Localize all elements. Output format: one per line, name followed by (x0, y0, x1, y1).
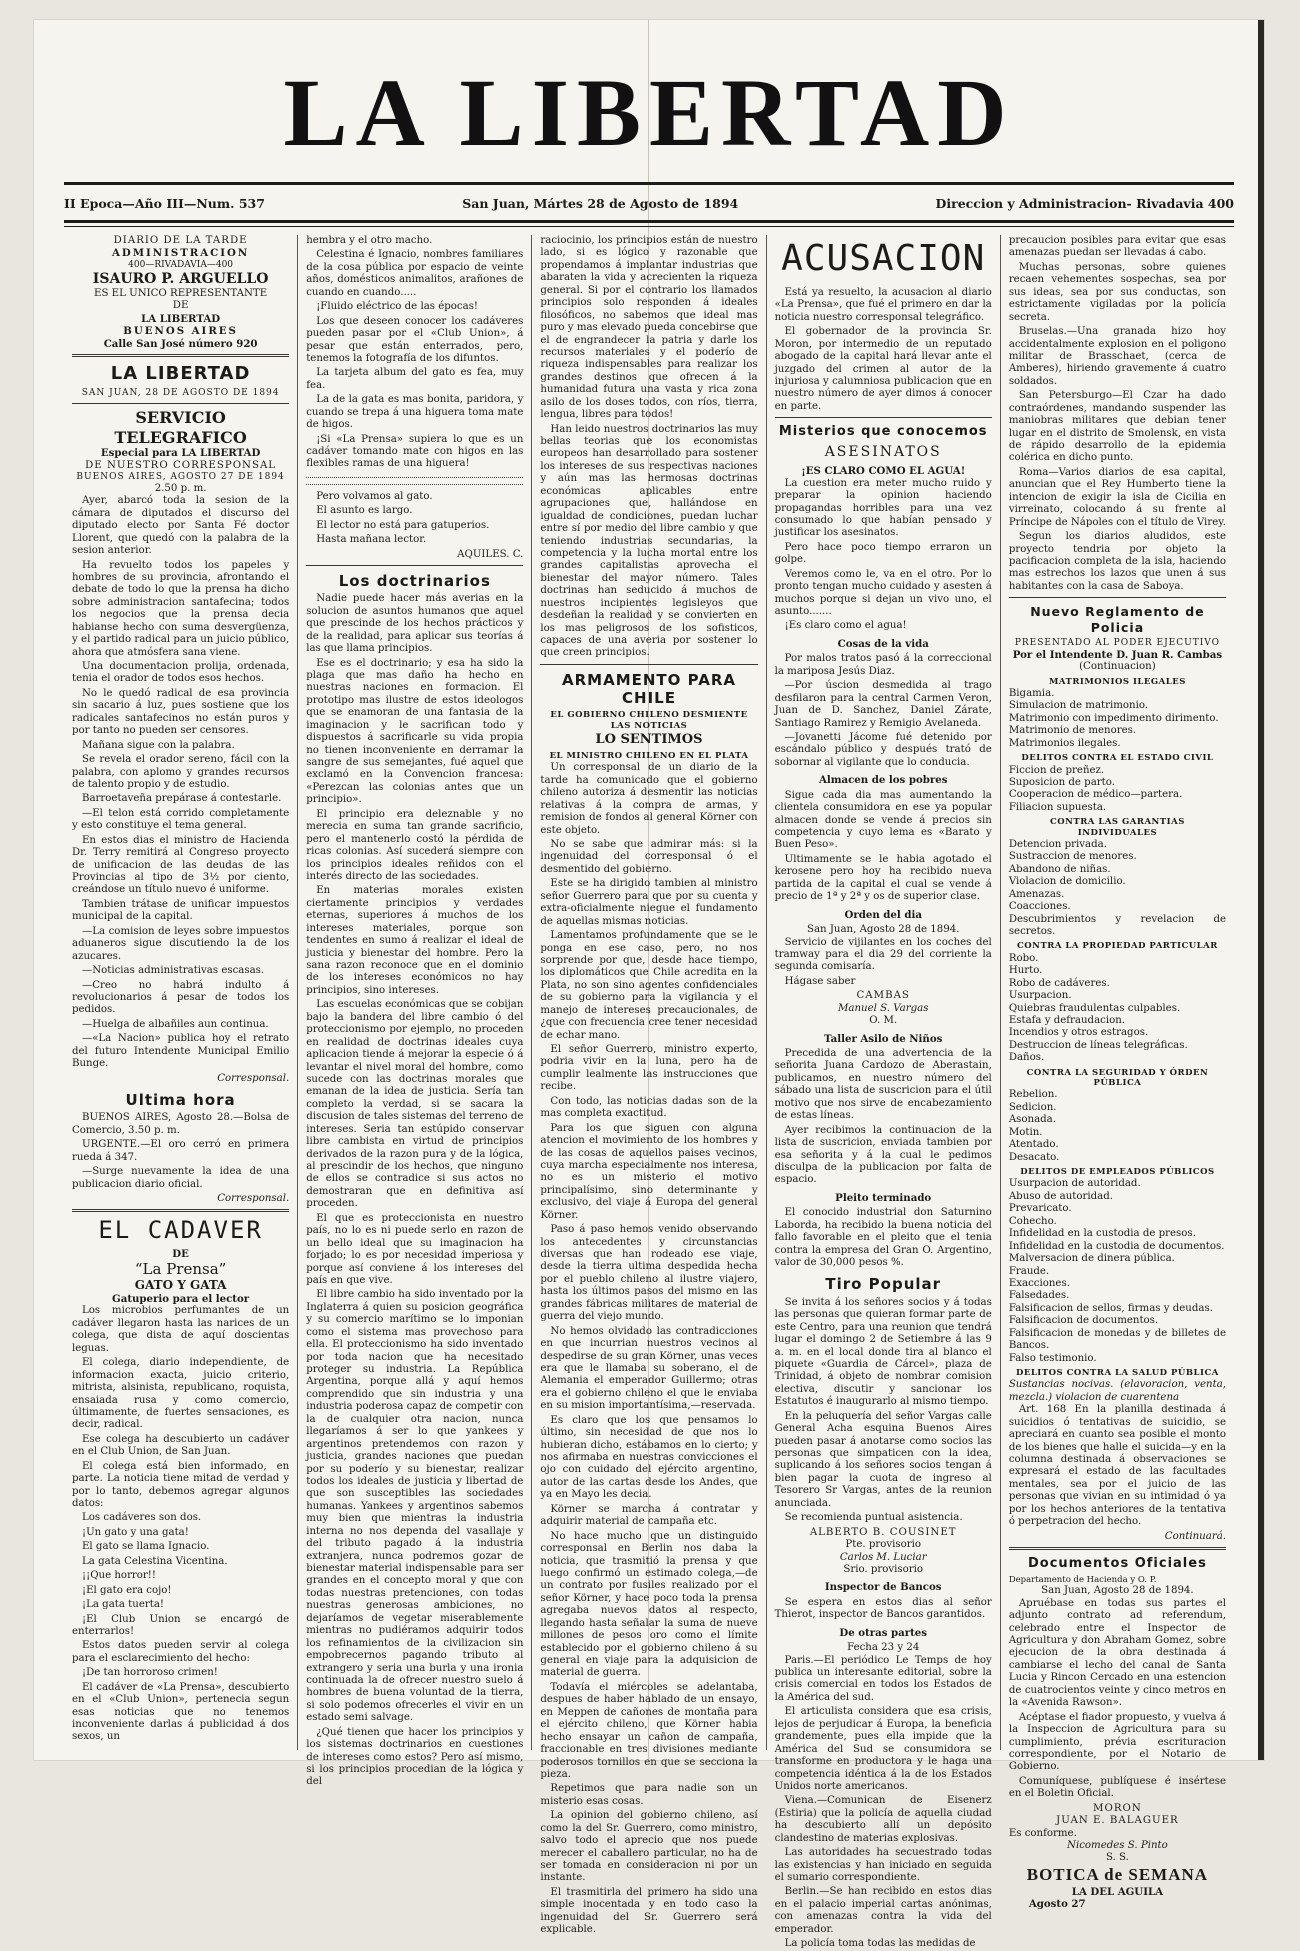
pleito-heading: Pleito terminado (835, 1191, 932, 1204)
list-item: Rebelion. (1008, 1089, 1058, 1101)
continuacion-line: (Continuacion) (1079, 661, 1156, 673)
paragraph: —Huelga de albañiles aun continua. (82, 1018, 269, 1030)
list-item: Motin. (1008, 1126, 1043, 1138)
list-item: Descubrimientos y revelacion de secretos. (1008, 913, 1227, 938)
header-rule-bottom (64, 220, 1234, 223)
rep-line-4: BUENOS AIRES (123, 325, 238, 338)
column-1 (64, 235, 298, 1750)
paragraph: URGENTE.—El oro cerró en primera rueda á 347. (72, 1139, 290, 1163)
armamento-sub: EL GOBIERNO CHILENO DESMIENTE LAS NOTICIAS (550, 710, 748, 731)
paragraph: Ese colega ha descubierto un cadáver en el Club Union, de San Juan. (72, 1433, 290, 1458)
paragraph: Art. 168 En la planilla destinada á suicidios ó tentativas de suicidio, se apreciará en cuanto sea posible el monto de los bienes que halle el suicida—y en la columna destinada á observaciones se expresará el estado de las facultades mentales, sea por el juicio de las personas que vivian en su intimidad ó ya por los hechos anteriores de la tentativa ó perpetracion del hecho. (1008, 1404, 1227, 1528)
paragraph: El señor Guerrero, ministro experto, podria vivir en la luna, pero ha de cumplir lealmente las instrucciones que recibe. (540, 1044, 758, 1093)
paragraph: No hemos olvidado las contradicciones en que incurrian nuestros vecinos al despedirse de su gran Körner, unas veces era que le llamaba su soberano, el de Alemania el emperador Guillermo; otras era el gobierno chileno el que le enviaba en su mision importantísima,—reservada. (540, 1325, 758, 1412)
paragraph: Se revela el orador sereno, fácil con la palabra, con aplomo y grandes recursos de talento propio y de estudio. (72, 754, 290, 790)
paragraph: Ultimamente se le habia agotado el kerosene pero hoy ha recibido nueva partida de la capital el cual se vende á precio de 1ª y 2ª y os de superior clase. (774, 853, 992, 903)
paragraph: Nadie puede hacer más averias en la solucion de asuntos humanos que aquel que prescinde de los hechos prácticos y de la realidad, para aplicar sus teorías á las que llama principios. (306, 593, 524, 655)
paragraph: La gata Celestina Vicentina. (82, 1555, 228, 1567)
paragraph: El colega está bien informado, en parte. La noticia tiene mitad de verdad y por lo tanto, debemos agregar algunos datos: (72, 1460, 290, 1510)
category-heading: CONTRA LA SEGURIDAD Y ÓRDEN PÚBLICA (1026, 1067, 1209, 1089)
list-item: Sustraccion de menores. (1008, 851, 1137, 863)
paragraph: ¡La gata tuerta! (82, 1599, 164, 1611)
paragraph: Körner se marcha á contratar y adquirir material de campaña etc. (540, 1503, 758, 1528)
list-item: Amenazas. (1008, 888, 1065, 900)
masthead (34, 59, 1264, 166)
header-rule-thin (64, 226, 1234, 227)
brand-heading: LA LIBERTAD (110, 363, 251, 385)
paragraph: Pero hace poco tiempo erraron un golpe. (774, 541, 992, 566)
acusacion-heading: ACUSACION (781, 238, 986, 279)
list-item: Abandono de niñas. (1008, 863, 1111, 875)
list-item: Falso testimonio. (1008, 1352, 1097, 1364)
category-heading: DELITOS CONTRA EL ESTADO CIVIL (1021, 753, 1214, 764)
list-item: Incendios y otros estragos. (1008, 1027, 1149, 1039)
list-item: Malversacion de dinera pública. (1008, 1253, 1175, 1265)
asesinatos-heading: ASESINATOS (824, 444, 942, 461)
paragraph: El lector no está para gatuperios. (316, 519, 490, 531)
category-heading: DELITOS DE EMPLEADOS PÚBLICOS (1020, 1167, 1215, 1178)
list-item: Usurpacion de autoridad. (1008, 1178, 1141, 1190)
column-3 (532, 235, 766, 1936)
paragraph: —«La Nacion» publica hoy el retrato del futuro Intendente Municipal Emilio Bunge. (72, 1033, 290, 1070)
list-item: Matrimonio de menores. (1008, 725, 1137, 737)
documentos-heading: Documentos Oficiales (1028, 1556, 1207, 1572)
doctrinarios-heading: Los doctrinarios (338, 572, 491, 591)
divider (540, 664, 757, 665)
paragraph: El conocido industrial don Saturnino Laborda, ha recibido la buena noticia del fallo favorable en el pleito que el tenia contra la empresa del Gran O. Argentino, valor de 30,000 pesos %. (774, 1207, 992, 1269)
list-item: Hurto. (1008, 965, 1043, 977)
list-item: Destruccion de líneas telegráficas. (1008, 1039, 1188, 1051)
paragraph: ¡El gato era cojo! (82, 1584, 172, 1596)
paragraph: Se recomienda puntual asistencia. (784, 1512, 963, 1524)
admin-label: ADMINISTRACION (111, 247, 250, 260)
paragraph: Paris.—El periódico Le Temps de hoy publica un interesante editorial, sobre la crisis comercial en todos los Estados de la América del sud. (774, 1654, 992, 1703)
list-item: Filiacion supuesta. (1008, 801, 1107, 813)
dotted-separator (306, 484, 523, 485)
paragraph: Muchas personas, sobre quienes recaen vehementes sospechas, sea por sus ideas, sea por sus conductas, son estrictamente vigiladas por la policía secreta. (1008, 261, 1227, 323)
paragraph: No hace mucho que un distinguido corresponsal en Berlin nos daba la noticia, que trasmitió la prensa y que luego confirmó un estimado colega,—de un contrato por fusiles realizado por el señor Körner, y hace poco toda la prensa agregaba nuevos datos al respecto, llegando hasta señalar la suma de nueve millones de pesos oro como el límite establecido por el gobierno chileno á su general en viaje para la adquisicion de material de guerra. (540, 1530, 758, 1679)
list-item: Atentado. (1008, 1139, 1059, 1151)
paragraph: Hasta mañana lector. (316, 534, 427, 546)
paragraph: San Petersburgo—El Czar ha dado contraórdenes, mandando suspender las maniobras militares que debian tener lugar en el distrito de Smolensk, en vista de rápido desarrollo de la epidemia colérica en dicho punto. (1008, 390, 1227, 464)
paragraph: Un corresponsal de un diario de la tarde ha comunicado que el gobierno chileno autoriza á desmentir las noticias relativas á la compra de armas, y remision de fondos al general Körner con este objeto. (540, 762, 758, 836)
list-item: Falsificacion de sellos, firmas y deudas. (1008, 1302, 1213, 1314)
divider (1009, 597, 1226, 598)
paragraph: En la peluquería del señor Vargas calle General Acha esquina Buenos Aires pueden pasar á anotarse como socios las personas que simpaticen con la idea, suplicando á los señores socios tengan á bien pagar la cuota de ingreso al Tesorero Sr Vargas, antes de la reunion anunciada. (774, 1410, 992, 1509)
signer: ALBERTO B. COUSINET (809, 1526, 957, 1538)
paragraph: La de la gata es mas bonita, paridora, y cuando se trepa á una higuera toma mate de higos. (306, 394, 524, 431)
paragraph: ¡Un gato y una gata! (82, 1526, 189, 1538)
list-item: Cohecho. (1008, 1215, 1057, 1227)
paragraph: Ayer, abarcó toda la sesion de la cámara de diputados el discurso del diputado electo por Santa Fé doctor Llorent, que quedó con la palabra de la sesion anterior. (72, 495, 290, 557)
paragraph: Han leido nuestros doctrinarios las muy bellas teorias que los economistas europeos han desarrollado para sostener los intereses de sus respectivas naciones y aún mas las hermosas doctrinas económicas aplicables entre agrupaciones que, hallándose en igualdad de condiciones, puedan luchar entre sí por medio del libre cambio y que teniendo industrias secundarias, la competencia y la lucha mortal entre los grandes capitalistas aprovecha el bienestar del mayor número. Tales doctrinas han seducido á muchos de nuestros incipientes legisleyos que desdeñan la realidad y se convierten en los mas peligrosos de los sofisticos, capaces de una averia por sostener lo que creen principios. (540, 423, 758, 659)
divider (72, 1209, 289, 1212)
category-heading: CONTRA LAS GARANTIAS INDIVIDUALES (1049, 817, 1185, 838)
list-item: Sedicion. (1008, 1101, 1057, 1113)
list-item: Ficcion de preñez. (1008, 764, 1105, 776)
paragraph: —La comision de leyes sobre impuestos aduaneros sigue discutiendo la de los azucares. (72, 925, 290, 962)
paragraph: ¡El Club Union se encargó de enterrarlos! (72, 1613, 290, 1637)
list-item: Infidelidad en la custodia de presos. (1008, 1228, 1196, 1240)
paragraph: —Creo no habrá indulto á revolucionarios á pesar de todos los pedidos. (72, 979, 290, 1016)
paragraph: Estos datos pueden servir al colega para el esclarecimiento del hecho: (72, 1640, 290, 1664)
signer: Pte. provisorio (845, 1539, 922, 1551)
page-edge (1258, 20, 1264, 1760)
signer: Manuel S. Vargas (837, 1002, 929, 1014)
list-item: Violacion de domicilio. (1008, 876, 1126, 888)
section-date: SAN JUAN, 28 DE AGOSTO DE 1894 (81, 388, 280, 399)
paragraph: ¡Si «La Prensa» supiera lo que es un cadáver tomando mate con higos en las flexibles ramas de una higuera! (306, 433, 524, 470)
paragraph: Se invita á los señores socios y á todas las personas que quieran formar parte de este Centro, para una reunion que tendrá lugar el domingo 2 de Setiembre á las 9 a. m. en el local donde tira al blanco el piquete «Guardia de Cárcel», plaza de Trinidad, á objeto de nombrar comision electiva, discutir y sancionar los Estatutos é inaugurarlo al mismo tiempo. (774, 1296, 992, 1408)
reglamento-heading: Nuevo Reglamento de Policia (1030, 604, 1205, 635)
list-item: Exacciones. (1008, 1277, 1070, 1289)
orden-date: San Juan, Agosto 28 de 1894. (806, 924, 960, 936)
intendente-line: Por el Intendente D. Juan R. Cambas (1012, 648, 1223, 661)
signer: Carlos M. Luciar (839, 1551, 927, 1563)
newspaper-title: LA LIBERTAD (283, 59, 1015, 166)
paragraph: Mañana sigue con la palabra. (82, 739, 235, 751)
list-item: Sustancias nocivas. (elavoracion, venta, mezcla.) violacion de cuarentena (1008, 1379, 1227, 1403)
diario-label: DIARIO DE LA TARDE (113, 235, 248, 246)
telegraph-place: BUENOS AIRES, AGOSTO 27 DE 1894 (76, 471, 285, 482)
paragraph: Ese es el doctrinario; y esa ha sido la plaga que mas daño ha hecho en nuestras naciones en formacion. El prototipo mas ilustre de estos ideologos que se enamoran de una fantasia de la imaginacion y le sacrifican todo y dispuestos á sacrificarle su vida propia no tienen inconveniente en derramar la sangre de sus semejantes, fué aquel que exclamó en la Convencion francesa: «Perezcan las colonias antes que un principio». (306, 657, 524, 806)
paragraph: Los que deseen conocer los cadáveres pueden pasar por el «Club Union», á pesar que están enterrados, pero, tenemos la fotografía de los difuntos. (306, 315, 524, 364)
paragraph: El cadáver de «La Prensa», descubierto en el «Club Union», pertenecia segun esas noticias que no tenemos inconveniente darlas á publicidad á dos sexos, un (72, 1681, 290, 1743)
paragraph: El que es proteccionista en nuestro país, no lo es ni puede serlo en razon de un bello ideal que su imaginacion ha forjado; lo es por necesidad imperiosa y porque así conviene á los intereses del país en que vive. (306, 1212, 524, 1286)
list-item: Quiebras fraudulentas culpables. (1008, 1002, 1181, 1014)
divider (775, 417, 992, 418)
rep-line-3: LA LIBERTAD (141, 312, 221, 325)
tiro-heading: Tiro Popular (825, 1275, 942, 1294)
sentimos-sub: EL MINISTRO CHILENO EN EL PLATA (549, 751, 749, 762)
paragraph: Veremos como le, va en el otro. Por lo pronto tengan mucho cuidado y asesten á muchos porque si dejan un vivo uno, el asunto....... (774, 568, 992, 618)
aguila-date: Agosto 27 (1028, 1898, 1086, 1911)
paragraph: Las autoridades ha secuestrado todas las existencias y han iniciado en seguida el sumario correspondiente. (774, 1847, 992, 1884)
columns (64, 235, 1234, 1950)
list-item: Matrimonio con impedimento dirimento. (1008, 712, 1219, 724)
paragraph: Lamentamos profundamente que se le ponga en ese caso, pero, no nos sorprende por que, desde hace tiempo, los diplomáticos que Chile acredita en la Plata, no son sino agentes confidenciales de su gobierno para la vigilancia y el manejo de intereses precaucionales, de ¿que con frecuencia cree tener necesidad de echar mano. (540, 930, 758, 1041)
paragraph: Apruébase en todas sus partes el adjunto contrato ad referendum, celebrado entre el Inspector de Agricultura y don Abraham Gomez, sobre ejecucion de la obra destinada á cambiarse el lecho del canal de Santa Lucia y Rincon Cercado en una estencion de cuatrocientos veinte y cinco metros en la «Avenida Rawson». (1008, 1597, 1227, 1709)
paragraph: Las escuelas económicas que se cobijan bajo la bandera del libre cambio ó del proteccionismo por ejemplo, no proceden en realidad de doctrinas ideales cuya aplicacion tiende á mejorar la especie ó á levantar el nivel moral del hombre, como sucede con las doctrinas morales que emanan de la idea de justicia. Sería tan completo la verdad, si se sacara la discusion de tales sistemas del terreno de intereses. Seria tan estúpido conservar libre cambista en virtud de principios derivados de la razon pura y de la lógica, al prescindir de los hechos, que ninguno de ellos se contradice si sus actos no demostraran que en definitiva así proceden. (306, 999, 524, 1210)
paragraph: El trasmitirla del primero ha sido una simple inocentada y en todo caso la ingenuidad del Sr. Guerrero será explicable. (540, 1886, 758, 1936)
paragraph: hembra y el otro macho. (306, 235, 433, 246)
divider (72, 403, 289, 404)
otras-heading: De otras partes (839, 1626, 928, 1639)
paragraph: El colega, diario independiente, de informacion exacta, juicio criterio, mitrista, alsinista, republicano, roquista, ensaiada rusa y como comercio, últimamente, de fuertes sensaciones, es decir, radical. (72, 1357, 290, 1431)
cadaver-de: DE (172, 1247, 189, 1260)
paragraph: El gato se llama Ignacio. (82, 1541, 210, 1553)
paragraph: El principio era deleznable y no merecia en suma tan grande sacrificio, pero el mantenerlo costó la pérdida de ricas colonias. Así sucederá siempre con los principios ideales reñidos con el interés directo de las sociedades. (306, 808, 524, 882)
paragraph: El gobernador de la provincia Sr. Moron, por intermedio de un reputado abogado de la capital hará llevar ante el juzgado del crimen al autor de la injuriosa y calumniosa publicacion que en nuestro número de ayer dimos á conocer en parte. (774, 326, 992, 412)
inspector-heading: Inspector de Bancos (824, 1581, 942, 1594)
paragraph: El asunto es largo. (316, 505, 413, 517)
list-item: Matrimonios ilegales. (1008, 737, 1121, 749)
paragraph: —Surge nuevamente la idea de una publicacion diario oficial. (72, 1166, 290, 1190)
signature: AQUILES. C. (457, 548, 524, 560)
divider (72, 354, 289, 357)
armamento-heading: ARMAMENTO PARA CHILE (562, 670, 737, 708)
signer: JUAN E. BALAGUER (1056, 1815, 1179, 1827)
list-item: Falsificacion de monedas y de billetes de Bancos. (1008, 1327, 1227, 1352)
presentado-line: PRESENTADO AL PODER EJECUTIVO (1014, 637, 1220, 648)
list-item: Suposicion de parto. (1008, 776, 1115, 788)
paragraph: Los microbios perfumantes de un cadáver llegaron hasta las narices de un colega, que dista de aquí doscientas leguas. (72, 1305, 290, 1354)
paragraph: Con todo, las noticias dadas son de la mas completa exactitud. (540, 1095, 758, 1120)
paragraph: Comuníquese, publíquese é insértese en el Boletin Oficial. (1008, 1775, 1227, 1800)
paragraph: No se sabe que admirar más: si la ingenuidad del corresponsal ó el desmentido del gobierno. (540, 839, 758, 875)
signature: Corresponsal. (217, 1072, 290, 1084)
paragraph: Barroetaveña prepárase á contestarle. (82, 793, 282, 805)
column-5 (1001, 235, 1234, 1911)
cosas-heading: Cosas de la vida (837, 637, 929, 650)
paragraph: Precedida de una advertencia de la señorita Juana Cardozo de Aberastain, publicamos, en nuestro número del sábado una lista de suscricion para el útil motivo que nos sirve de encabezamiento de estas líneas. (774, 1048, 992, 1122)
paragraph: Hágase saber (784, 975, 856, 987)
paragraph: ¿Qué tienen que hacer los principios y los sistemas doctrinarios en cuestiones de intereses como estos? Pero así mismo, si los principios procedian de la lógica y del (306, 1726, 524, 1788)
taller-heading: Taller Asilo de Niños (824, 1032, 943, 1045)
paragraph: —Jovanetti Jácome fué detenido por escándalo público y después trató de sobornar al vigilante que lo conducia. (774, 731, 992, 768)
list-item: Fraude. (1008, 1265, 1050, 1277)
paragraph: Los cadáveres son dos. (82, 1512, 202, 1524)
list-item: Abuso de autoridad. (1008, 1190, 1113, 1202)
list-item: Falsedades. (1008, 1290, 1070, 1302)
edition-info: II Epoca—Año III—Num. 537 (64, 195, 265, 211)
paragraph: raciocinio, los principios están de nuestro lado, si es lógico y razonable que propendamos á implantar industrias que abaraten la vida y acrecienten la riqueza general. Si por el contrario los llamados principios solo responden á ideales filosóficos, no sabemos que ideal mas puro y mas elevado pueda concebirse que el de engrandecer la patria y darle los recursos materiales y el poderío de riqueza indispensables para realizar los grandes destinos que ofrecen á la humanidad futura una vasta y rica zona asilo de los doses todos, con ríos, tierra, lengua, libres para todos! (540, 235, 758, 421)
claro-heading: ¡ES CLARO COMO EL AGUA! (801, 465, 966, 478)
paragraph: ¡De tan horroroso crimen! (82, 1667, 218, 1679)
list-item: Simulacion de matrimonio. (1008, 700, 1149, 712)
doc-date: San Juan, Agosto 28 de 1894. (1041, 1585, 1194, 1597)
paragraph: Roma—Varios diarios de esa capital, anuncian que el Rey Humberto tiene la intencion de exigir la isla de Cicilia en virreinato, colocando á su frente al Príncipe de Nápoles con el título de Virey. (1008, 466, 1227, 528)
paragraph: El libre cambio ha sido inventado por la Inglaterra á quien su posicion geográfica y su comercio marítimo se lo imponian como el sistema mas provechoso para ella. El proteccionismo ha sido inventado por toda nacion que ha necesitado proteger su industria. La República Argentina, porque allá y aquí hemos comprendido que sin industria y una industria poderosa capaz de competir con la de cualquier otra nacion, nunca llegaríamos á ser lo que yankees y argentinos pretendemos con razon y justicia, grandes naciones que puedan por su poderío y su bienestar, realizar todos los ideales de justicia y libertad de que son susceptibles las sociedades humanas. Yankees y argentinos sabemos muy bien que mientras la industria interna no nos dependa del vasallaje y del tributo pagado á la industria extranjera, nunca podremos gozar de bienestar material indispensable para ser grandes en el concepto moral y que con todas nuestras pretenciones, con todas nuestras generosas ambiciones, no dejaríamos de vegetar miserablemente mientras no pudiéramos adquirir todos los refinamientos de la civilizacion sin empobrecernos pagando tributo al extrangero y seria una burla y una ironia continuada la de ofrecer nuestro suelo á hombres de buena voluntad de la tierra, si solo podemos ofrecerles el vivir en un estado semi salvage. (306, 1289, 524, 1724)
list-item: Estafa y defraudacion. (1008, 1015, 1126, 1027)
newspaper-page (34, 20, 1264, 1950)
paragraph: La policía toma todas las medidas de (784, 1938, 976, 1950)
gatuperio-heading: Gatuperio para el lector (112, 1293, 250, 1306)
signer: O. M. (869, 1015, 898, 1027)
paragraph: La cuestion era meter mucho ruido y preparar la opinion haciendo propagandas horribles para una vez consumado lo que habían pensado y justificar los asesinatos. (774, 477, 992, 539)
otras-date: Fecha 23 y 24 (847, 1642, 920, 1654)
paragraph: Tambien trátase de unificar impuestos municipal de la capital. (72, 898, 290, 923)
list-item: Robo. (1008, 952, 1039, 964)
column-2 (298, 235, 532, 1788)
signer: CAMBAS (856, 990, 910, 1002)
dateline (64, 192, 1234, 214)
ultima-hora-heading: Ultima hora (125, 1091, 236, 1110)
signature: Continuará. (1164, 1530, 1227, 1542)
list-item: Coacciones. (1008, 901, 1071, 913)
paragraph: No le quedó radical de esa provincia sin sacario á luz, pues sostiene que los radicales santafecinos no están puros y por tanto no pueden ser censores. (72, 687, 290, 737)
paragraph: Celestina é Ignacio, nombres familiares de la cosa pública por espacio de veinte años, domésticos animalitos, arañones de cuando en cuando..... (306, 249, 524, 298)
list-item: Prevaricato. (1008, 1203, 1072, 1215)
dotted-separator (306, 477, 523, 478)
list-item: Usurpacion. (1008, 990, 1072, 1002)
list-item: Infidelidad en la custodia de documentos. (1008, 1240, 1225, 1252)
conforme-line: Es conforme. (1008, 1827, 1077, 1839)
header-rule-top (64, 182, 1234, 185)
paragraph: Ha revuelto todos los papeles y hombres de su provincia, afrontando el debate de todo lo que la prensa ha dicho sobre administracion santafecina; todos los negocios que la prensa decia habianse hecho con suma desvergüenza, y el partido radical para un juicio público, ahora que atmósfera sana viene. (72, 559, 290, 658)
category-heading: CONTRA LA PROPIEDAD PARTICULAR (1017, 941, 1218, 952)
paragraph: Acéptase el fiador propuesto, y vuelva á la Inspeccion de Agricultura para su cumplimiento, prévia escrituracion correspondiente, por el Notario de Gobierno. (1008, 1711, 1227, 1773)
list-item: Asonada. (1008, 1114, 1056, 1126)
paragraph: Este se ha dirigido tambien al ministro señor Guerrero para que por su cuenta y extra-oficialmente niegue el fundamento de aquellas mismas noticias. (540, 878, 758, 927)
telegraph-time: 2.50 p. m. (154, 482, 207, 494)
paragraph: ¡Es claro como el agua! (784, 620, 907, 632)
cadaver-heading: EL CADAVER (98, 1216, 263, 1245)
paragraph: Pero volvamos al gato. (316, 490, 433, 502)
address-info: Direccion y Administracion- Rivadavia 400 (935, 195, 1234, 211)
divider (1009, 1547, 1226, 1550)
paragraph: Paso á paso hemos venido observando los antecedentes y circunstancias diversas que han rodeado ese viaje, desde la tierra ultima despedida hecha por el pueblo chileno al ilustre viajero, hasta los últimos pasos del mismo en las grandes fábricas militares de material de guerra del viejo mundo. (540, 1224, 758, 1323)
list-item: Cooperacion de médico—partera. (1008, 789, 1183, 801)
list-item: Detencion privada. (1008, 838, 1107, 850)
rep-line-1: ES EL UNICO REPRESENTANTE (94, 287, 268, 299)
aguila-line: LA DEL AGUILA (1071, 1885, 1164, 1898)
botica-heading: BOTICA de SEMANA (1026, 1864, 1209, 1884)
paragraph: —Noticias administrativas escasas. (82, 965, 265, 977)
paragraph: Todavía el miércoles se adelantaba, despues de haber hablado de un ensayo, en Meppen de cañones de montaña para el ejército chileno, que Körner habia hecho ensayar un cañon de campaña, fraccionable en tres divisiones mediante poderosos tornillos en que se secciona la pieza. (540, 1681, 758, 1780)
list-item: Desacato. (1008, 1151, 1060, 1163)
paragraph: —Por úscion desmedida al trago desfilaron para la central Carmen Veron, Juan de D. Sanchez, Daniel Zárate, Santiago Ramirez y Remigio Avelaneda. (774, 680, 992, 729)
rep-line-2: DE (172, 300, 189, 312)
paragraph: ¡¡Que horror!! (82, 1570, 156, 1582)
paragraph: Para los que siguen con alguna atencion el movimiento de los hombres y de las cosas de aquellos paises vecinos, cuya marcha especialmente nos interesa, no es un misterio el motivo principalísimo, sino determinante y exclusivo, del viaje á Europa del general Körner. (540, 1122, 758, 1221)
telegraph-heading: SERVICIO TELEGRAFICO (114, 408, 247, 447)
paragraph: La opinion del gobierno chileno, así como la del Sr. Guerrero, como ministro, salvo todo el aprecio que nos puede merecer el caballero particular, no ha de ser tomada en consideracion ni por un instante. (540, 1810, 758, 1884)
paragraph: BUENOS AIRES, Agosto 28.—Bolsa de Comercio, 3.50 p. m. (72, 1112, 290, 1136)
category-heading: MATRIMONIOS ILEGALES (1048, 676, 1186, 687)
rep-line-5: Calle San José número 920 (103, 337, 258, 350)
paragraph: Una documentacion prolija, ordenada, tenia el orador de todos esos hechos. (72, 661, 290, 685)
telegraph-sub-2: DE NUESTRO CORRESPONSAL (85, 459, 277, 471)
paragraph: La tarjeta album del gato es fea, muy fea. (306, 367, 524, 391)
list-item: Robo de cadáveres. (1008, 977, 1110, 989)
paragraph: Ayer recibimos la continuacion de la lista de suscricion, enviada tambien por esa señorita y á la cual le pedimos disculpa de la publicacion por falta de espacio. (774, 1124, 992, 1186)
misterios-heading: Misterios que conocemos (778, 424, 988, 440)
paragraph: Servicio de vijilantes en los coches del tramway para el dia 29 del corriente la segunda comisaría. (774, 936, 992, 973)
orden-heading: Orden del dia (844, 908, 922, 921)
paragraph: En estos dias el ministro de Hacienda Dr. Terry remitirá al Congreso proyecto de unificacion de las deudas de las Provincias al tipo de 3½ por ciento, creándose un título nuevo é uniforme. (72, 834, 290, 896)
divider (306, 565, 523, 566)
signer: Srio. provisorio (843, 1563, 924, 1575)
category-heading: DELITOS CONTRA LA SALUD PÚBLICA (1015, 1368, 1219, 1379)
paragraph: En materias morales existen ciertamente principios y verdades eternas, superiores á muchos de los intereses materiales, porque son tendentes en sumo á realizar el ideal de justicia y bienestar del hombre. Pero la sana razon reconoce que en el dominio de los intereses económicos no hay principios, sino intereses. (306, 885, 524, 996)
department-line: Departamento de Hacienda y O. P. (1008, 1574, 1157, 1585)
cadaver-prensa: “La Prensa” (134, 1260, 227, 1279)
paragraph: —El telon está corrido completamente y esto constituye el tema general. (72, 807, 290, 832)
list-item: Falsificacion de documentos. (1008, 1315, 1159, 1327)
list-item: Daños. (1008, 1052, 1045, 1064)
paragraph: Se espera en estos dias al señor Thierot, inspector de Bancos garantidos. (774, 1596, 992, 1621)
paragraph: Segun los diarios aludidos, este proyecto tendria por objeto la pacificacion completa de la isla, haciendo mas estrechos los lazos que unen á sus habitantes con la casa de Saboya. (1008, 531, 1227, 592)
paragraph: Repetimos que para nadie son un misterio esas cosas. (540, 1783, 758, 1807)
paragraph: Es claro que los que pensamos lo último, sin necesidad de que nos lo hubieran dicho, estábamos en lo cierto; y nos afirmaba en nuestras convicciones el ojo con cuidado del ejército argentino, autor de las cartas desde los Andes, que ya en Mayo les decia. (540, 1414, 758, 1501)
column-4 (767, 235, 1001, 1950)
telegraph-sub: Especial para LA LIBERTAD (100, 447, 261, 460)
signer: MORON (1093, 1802, 1142, 1814)
paragraph: El articulista considera que esa crisis, lejos de perjudicar á Europa, la beneficia grandemente, pues ella impide que la América del Sud se consumidora se transforme en productora y le haga una competencia idéntica á la de los Estados Unidos norte americanos. (774, 1706, 992, 1792)
signer: S. S. (1105, 1852, 1129, 1864)
sentimos-heading: LO SENTIMOS (595, 732, 703, 748)
paragraph: Bruselas.—Una granada hizo hoy accidentalmente explosion en el poligono militar de Brasschaet, (cerca de Amberes), hiriendo gravemente á cuatro soldados. (1008, 326, 1227, 387)
admin-address: 400—RIVADAVIA—400 (128, 259, 234, 270)
signature: Corresponsal. (217, 1192, 290, 1204)
gato-heading: GATO Y GATA (134, 1278, 227, 1293)
paragraph: Sigue cada dia mas aumentando la clientela consumidora en ese ya popular almacen donde se vende á precios sin competencia y cuyo lema es «Barato y Buen Peso». (774, 789, 992, 851)
paragraph: Está ya resuelto, la acusacion al diario «La Prensa», que fué el primero en dar la noticia nuestro corresponsal telegráfico. (774, 286, 992, 323)
issue-date: San Juan, Mártes 28 de Agosto de 1894 (462, 195, 739, 211)
almacen-heading: Almacen de los pobres (818, 774, 948, 787)
signer: Nicomedes S. Pinto (1067, 1840, 1168, 1852)
paragraph: ¡Fluido eléctrico de las épocas! (316, 301, 479, 313)
paragraph: Berlin.—Se han recibido en estos dias en el palacio imperial cartas anónimas, con amenazas contra la vida del emperador. (774, 1886, 992, 1935)
paragraph: precaucion posibles para evitar que esas amenazas puedan ser llevadas á cabo. (1008, 235, 1227, 259)
list-item: Bigamia. (1008, 687, 1055, 699)
paragraph: Por malos tratos pasó á la correccional la mariposa Jesús Diaz. (774, 653, 992, 677)
representative-name: ISAURO P. ARGUELLO (92, 270, 269, 287)
paragraph: Viena.—Comunican de Eisenerz (Estiria) que la policía de aquella ciudad ha descubierto allí un depósito clandestino de materias explosivas. (774, 1795, 992, 1844)
